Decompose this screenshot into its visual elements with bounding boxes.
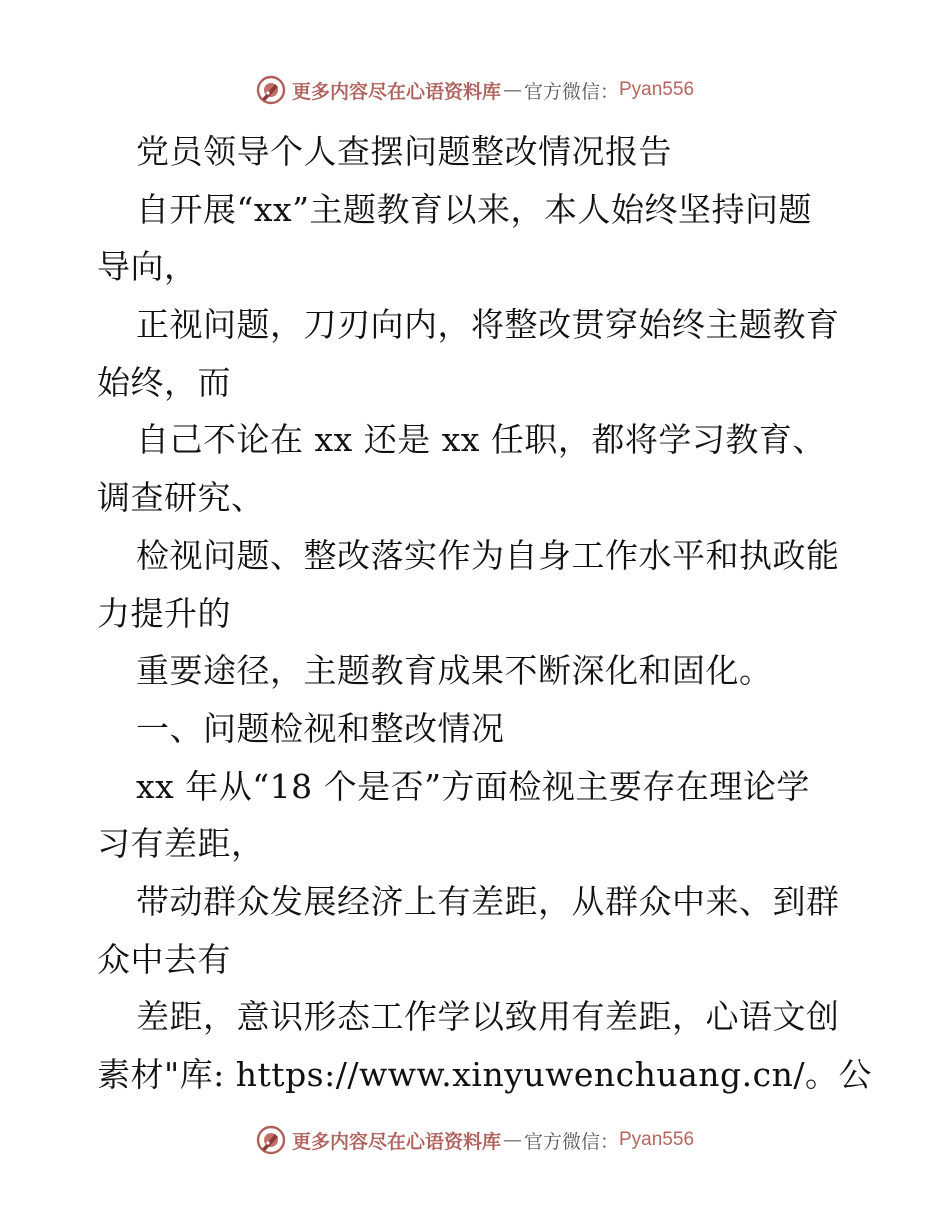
paragraph-line: 检视问题、整改落实作为自身工作水平和执政能 [136, 535, 840, 575]
document-body [97, 123, 873, 1104]
paragraph-line: 导向， [97, 247, 198, 287]
pen-nib-logo-icon [256, 1125, 286, 1155]
section-heading: 一、问题检视和整改情况 [136, 708, 505, 748]
banner-dash: — [502, 1129, 522, 1151]
paragraph-line: 自己不论在 xx 还是 xx 任职，都将学习教育、 [136, 420, 826, 460]
document-title: 党员领导个人查摆问题整改情况报告 [136, 132, 672, 171]
paragraph-line: 重要途径，主题教育成果不断深化和固化。 [136, 651, 773, 691]
paragraph-line: 素材"库: https://www.xinyuwenchuang.cn/。公 [97, 1055, 873, 1094]
banner-wechat-id: Pyan556 [619, 79, 695, 100]
banner-wechat-label: 官方微信： [523, 1130, 619, 1153]
banner-site-label: 更多内容尽在心语资料库 [291, 80, 501, 103]
paragraph-line: 力提升的 [97, 593, 231, 633]
paragraph-line: xx 年从“18 个是否”方面检视主要存在理论学 [136, 766, 810, 806]
paragraph-line: 始终，而 [97, 362, 231, 402]
footer-banner [0, 1120, 950, 1160]
banner-site-label: 更多内容尽在心语资料库 [291, 1130, 501, 1153]
pen-nib-logo-icon [256, 75, 286, 105]
paragraph-line: 习有差距， [97, 824, 265, 864]
paragraph-line: 差距，意识形态工作学以致用有差距，心语文创 [136, 997, 840, 1037]
paragraph-line: 带动群众发展经济上有差距，从群众中来、到群 [136, 881, 840, 921]
banner-dash: — [502, 79, 522, 101]
paragraph-line: 正视问题，刀刃向内，将整改贯穿始终主题教育 [136, 305, 840, 345]
paragraph-line: 众中去有 [97, 939, 231, 979]
banner-wechat-id: Pyan556 [619, 1129, 695, 1150]
banner-wechat-label: 官方微信： [523, 80, 619, 103]
header-banner [0, 70, 950, 110]
paragraph-line: 调查研究、 [97, 478, 265, 518]
paragraph-line: 自开展“xx”主题教育以来，本人始终坚持问题 [136, 189, 812, 229]
